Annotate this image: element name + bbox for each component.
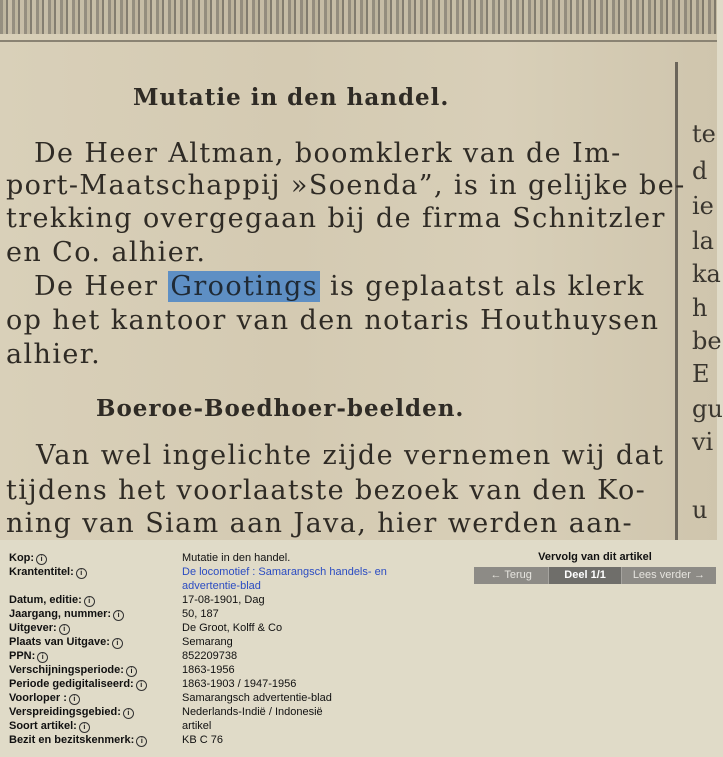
article-line: op het kantoor van den notaris Houthuysen	[6, 305, 660, 336]
next-column-fragment: ie	[692, 192, 714, 220]
previous-part-button[interactable]: ← Terug	[490, 569, 532, 581]
info-icon[interactable]: i	[59, 624, 70, 635]
info-icon[interactable]: i	[76, 568, 87, 579]
current-part-indicator: Deel 1/1	[548, 567, 621, 584]
article-line: en Co. alhier.	[6, 237, 207, 268]
article-text: De Heer	[34, 271, 169, 302]
meta-value: Mutatie in den handel.	[182, 552, 291, 564]
article-line: tijdens het voorlaatste bezoek van den Ko-	[6, 475, 647, 506]
meta-value: artikel	[182, 720, 212, 732]
meta-value: 17-08-1901, Dag	[182, 594, 265, 606]
article-metadata-panel	[0, 545, 717, 757]
meta-value: Nederlands-Indië / Indonesië	[182, 706, 323, 718]
scan-top-band	[0, 0, 717, 34]
next-column-fragment: d	[692, 157, 708, 185]
meta-label: Voorloper : i	[9, 691, 179, 705]
info-icon[interactable]: i	[37, 652, 48, 663]
next-column-fragment: gu	[692, 395, 723, 423]
next-column-fragment: u	[692, 496, 708, 524]
krantentitel-link[interactable]: De locomotief : Samarangsch handels- en	[182, 566, 387, 578]
next-column-fragment: E	[692, 360, 710, 388]
next-column-fragment: be	[692, 327, 722, 355]
article-line: trekking overgegaan bij de firma Schnitzler	[6, 203, 666, 234]
meta-value: 50, 187	[182, 608, 219, 620]
next-column-fragment: te	[692, 120, 716, 148]
meta-value: KB C 76	[182, 734, 223, 746]
column-rule-horizontal	[0, 40, 717, 42]
article-line: De Heer Altman, boomklerk van de Im-	[34, 138, 622, 169]
meta-value	[182, 565, 427, 593]
article-text: is geplaatst als klerk	[320, 271, 645, 302]
continuation-pager	[474, 567, 716, 584]
continuation-title: Vervolg van dit artikel	[538, 551, 652, 563]
meta-label: Soort artikel: i	[9, 719, 179, 733]
meta-label: Kop: i	[9, 551, 179, 565]
next-column-fragment: vi	[692, 428, 714, 456]
meta-label: Verschijningsperiode: i	[9, 663, 179, 677]
info-icon[interactable]: i	[69, 694, 80, 705]
meta-value: 1863-1956	[182, 664, 235, 676]
article-line: alhier.	[6, 339, 102, 370]
meta-label: Periode gedigitaliseerd: i	[9, 677, 179, 691]
meta-label: Bezit en bezitskenmerk: i	[9, 733, 179, 747]
next-column-fragment: la	[692, 227, 714, 255]
column-rule-vertical	[675, 62, 678, 540]
info-icon[interactable]: i	[36, 554, 47, 565]
info-icon[interactable]: i	[136, 680, 147, 691]
meta-label: Datum, editie: i	[9, 593, 179, 607]
info-icon[interactable]: i	[123, 708, 134, 719]
article-line: ning van Siam aan Java, hier werden aan-	[6, 508, 634, 539]
info-icon[interactable]: i	[113, 610, 124, 621]
meta-label: Verspreidingsgebied: i	[9, 705, 179, 719]
article-subheading: Boeroe-Boedhoer-beelden.	[96, 395, 465, 422]
next-column-fragment: ka	[692, 260, 721, 288]
meta-label: Uitgever: i	[9, 621, 179, 635]
info-icon[interactable]: i	[84, 596, 95, 607]
meta-label: Plaats van Uitgave: i	[9, 635, 179, 649]
meta-value: Semarang	[182, 636, 233, 648]
next-part-button[interactable]: Lees verder →	[632, 569, 705, 581]
meta-value: Samarangsch advertentie-blad	[182, 692, 332, 704]
info-icon[interactable]: i	[112, 638, 123, 649]
article-line: Van wel ingelichte zijde vernemen wij dat	[36, 440, 665, 471]
search-highlight[interactable]: Grootings	[170, 271, 319, 302]
article-line: port-Maatschappij »Soenda”, is in gelijke be-	[6, 170, 686, 201]
meta-value: 1863-1903 / 1947-1956	[182, 678, 297, 690]
next-column-fragment: h	[692, 294, 708, 322]
krantentitel-link[interactable]: advertentie-blad	[182, 580, 261, 592]
article-continuation	[474, 551, 716, 581]
info-icon[interactable]: i	[136, 736, 147, 747]
info-icon[interactable]: i	[79, 722, 90, 733]
meta-label: Jaargang, nummer: i	[9, 607, 179, 621]
info-icon[interactable]: i	[126, 666, 137, 677]
meta-value: 852209738	[182, 650, 238, 662]
meta-label: Krantentitel: i	[9, 565, 179, 579]
article-line	[34, 271, 645, 302]
meta-value: De Groot, Kolff & Co	[182, 622, 283, 634]
article-heading: Mutatie in den handel.	[133, 84, 450, 111]
meta-label: PPN: i	[9, 649, 179, 663]
